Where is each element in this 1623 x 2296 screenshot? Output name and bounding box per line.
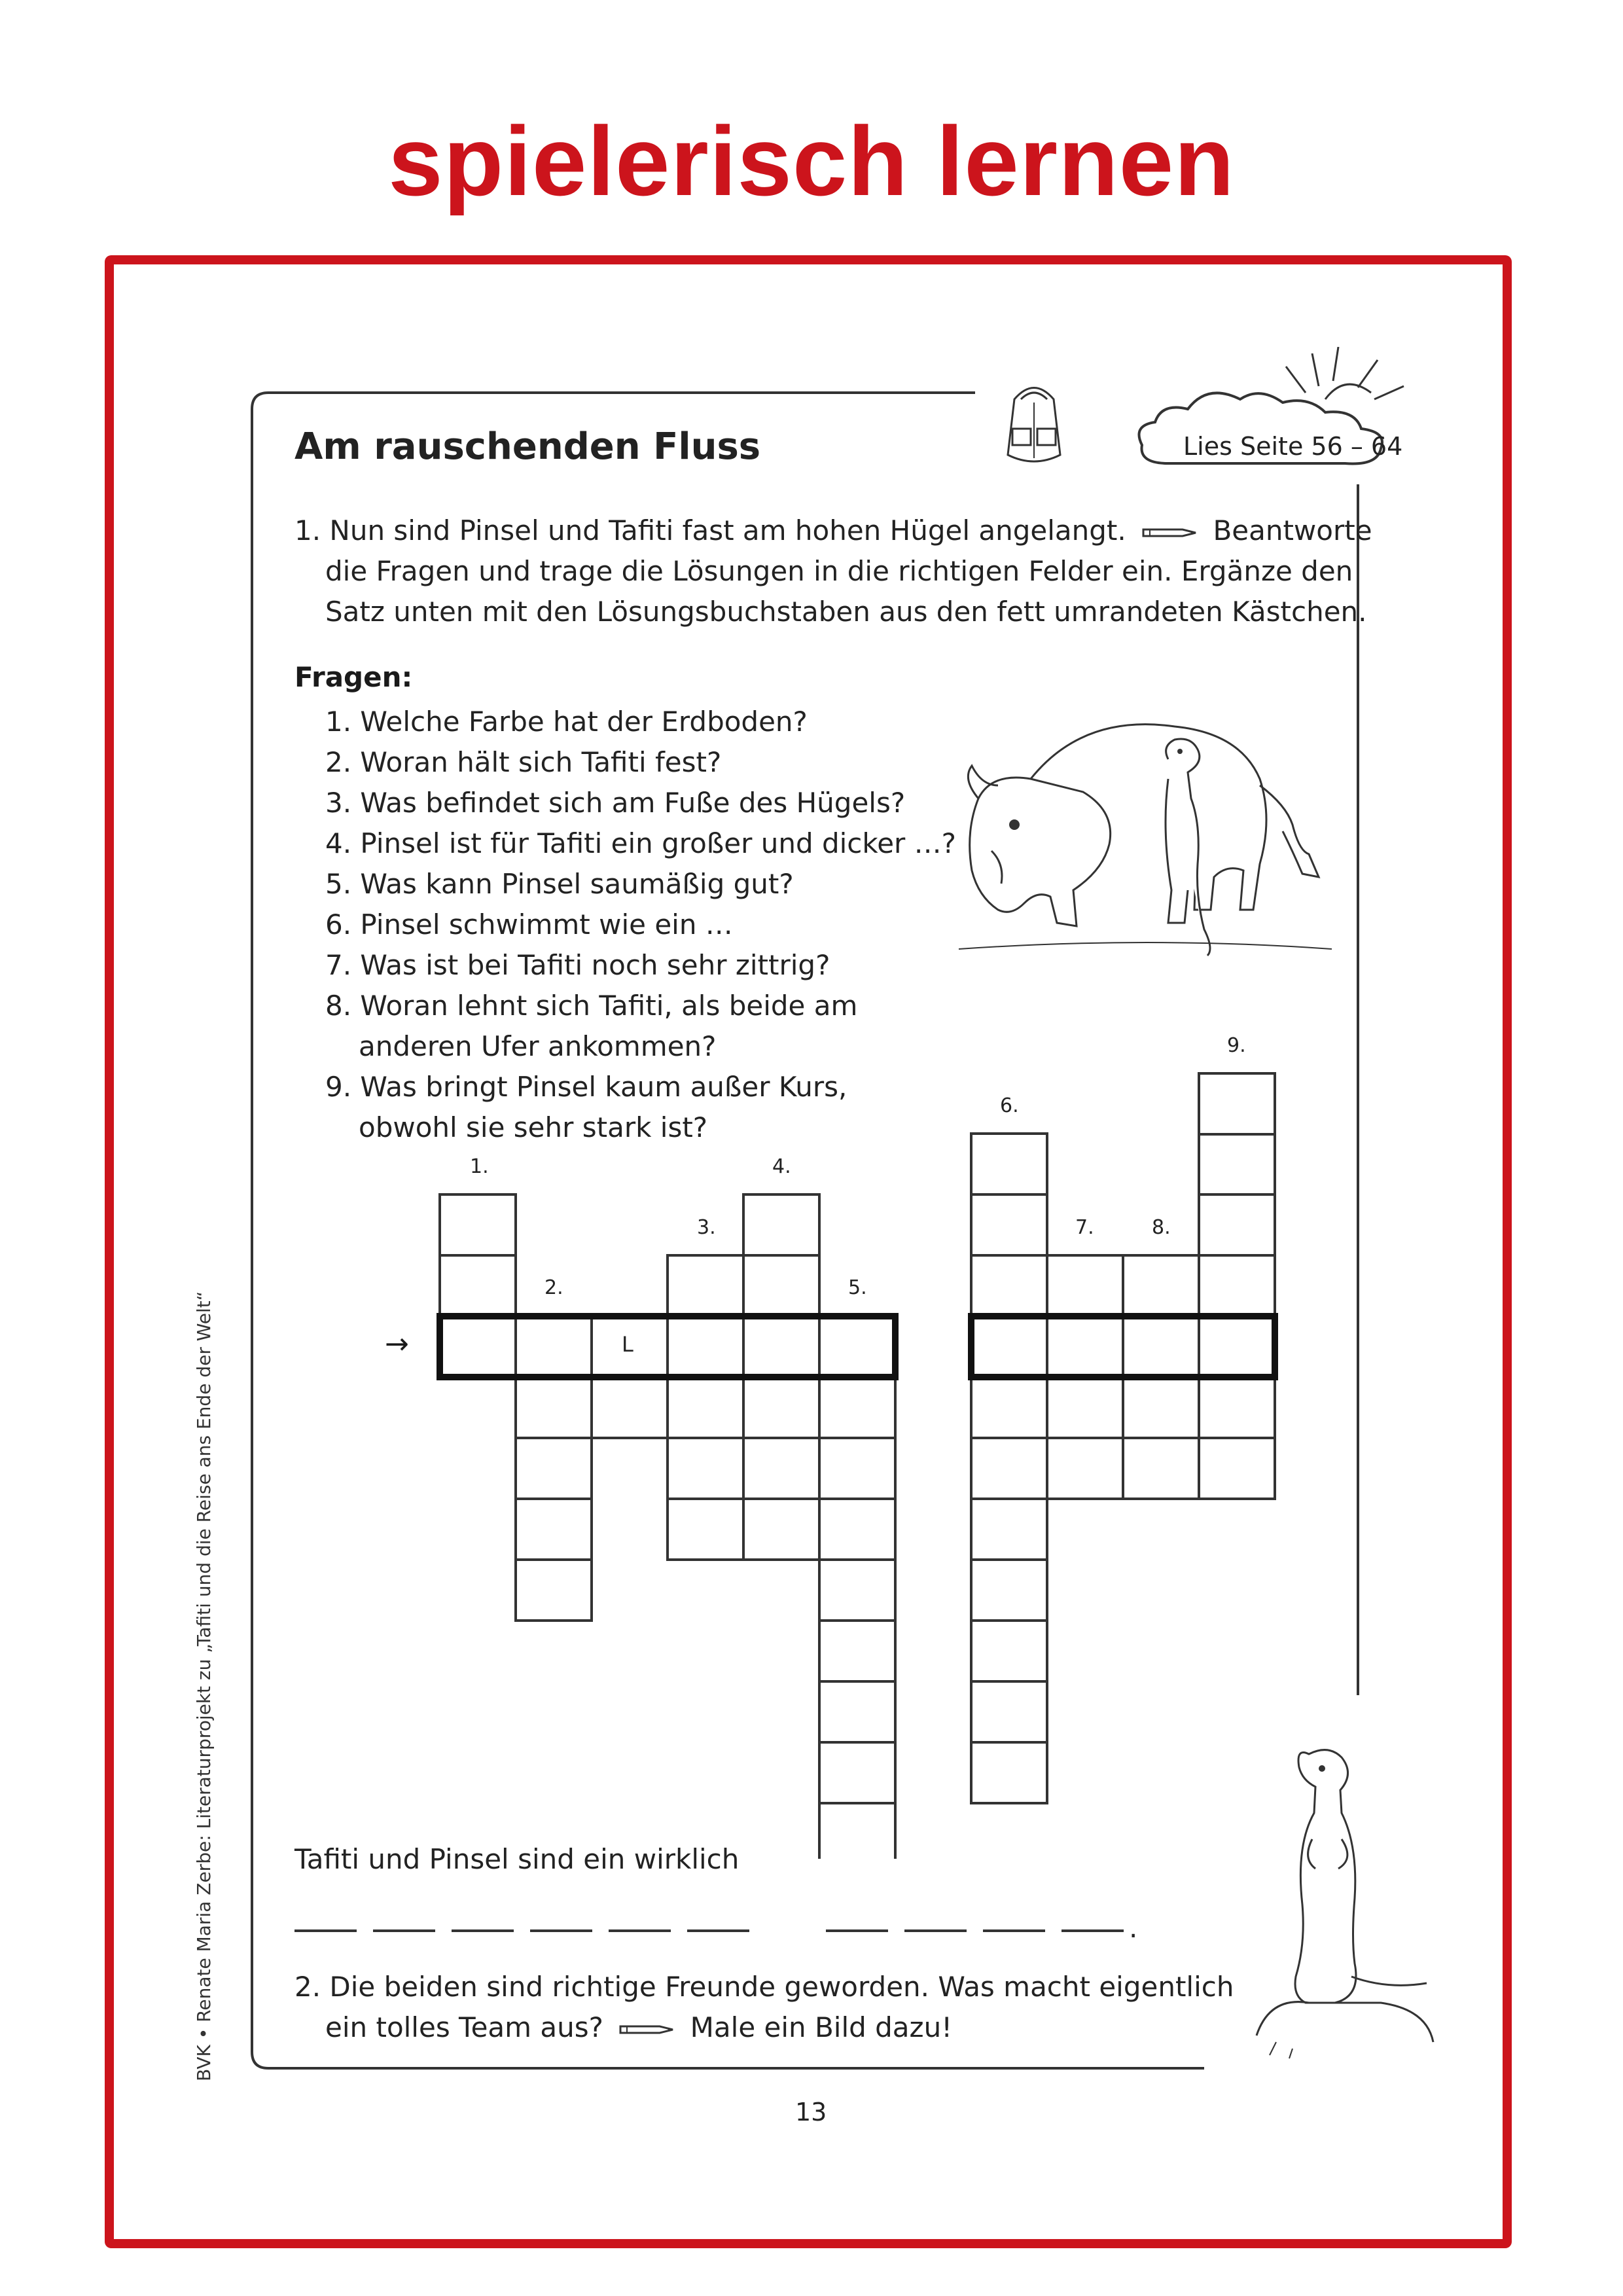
warthog-meerkat-illustration	[952, 700, 1345, 969]
solution-sentence: Tafiti und Pinsel sind ein wirklich	[294, 1843, 740, 1875]
question-8: 8. Woran lehnt sich Tafiti, als beide am	[325, 990, 858, 1022]
question-1: 1. Welche Farbe hat der Erdboden?	[325, 706, 808, 738]
task2-line2-a: ein tolles Team aus?	[325, 2011, 603, 2043]
sentence-period: .	[1129, 1912, 1138, 1944]
questions-heading: Fragen:	[294, 661, 413, 693]
crossword-cells	[440, 1073, 1275, 1859]
question-7: 7. Was ist bei Tafiti noch sehr zittrig?	[325, 949, 830, 981]
crossword-grid	[366, 1047, 1309, 1859]
meerkat-illustration	[1230, 1728, 1453, 2068]
pencil-icon	[617, 2020, 676, 2039]
answer-blanks	[294, 1924, 1145, 1937]
page-number: 13	[795, 2098, 827, 2126]
backpack-icon	[998, 373, 1070, 471]
clue-number-3: 3.	[697, 1216, 716, 1239]
page-reference: Lies Seite 56 – 64	[1183, 432, 1403, 461]
question-9: 9. Was bringt Pinsel kaum außer Kurs,	[325, 1071, 847, 1103]
question-2: 2. Woran hält sich Tafiti fest?	[325, 746, 722, 778]
banner-title: spielerisch lernen	[388, 106, 1235, 216]
task1-line3: Satz unten mit den Lösungsbuchstaben aus den fett umrandeten Kästchen.	[325, 596, 1367, 628]
clue-number-1: 1.	[470, 1155, 489, 1178]
task1-line1	[294, 511, 1372, 551]
question-5: 5. Was kann Pinsel saumäßig gut?	[325, 868, 794, 900]
question-4: 4. Pinsel ist für Tafiti ein großer und dicker …?	[325, 827, 956, 859]
clue-number-4: 4.	[772, 1155, 791, 1178]
task1-line1-a: 1. Nun sind Pinsel und Tafiti fast am hohen Hügel angelangt.	[294, 514, 1126, 547]
given-letter: L	[622, 1332, 633, 1357]
clue-number-5: 5.	[848, 1276, 867, 1299]
question-9-cont: obwohl sie sehr stark ist?	[359, 1111, 708, 1143]
clue-number-8: 8.	[1152, 1216, 1171, 1239]
pencil-icon	[1140, 523, 1199, 543]
task1-line2: die Fragen und trage die Lösungen in die richtigen Felder ein. Ergänze den	[325, 555, 1353, 587]
clue-number-7: 7.	[1075, 1216, 1094, 1239]
question-8-cont: anderen Ufer ankommen?	[359, 1030, 717, 1062]
clue-number-6: 6.	[1000, 1094, 1019, 1117]
side-note: BVK • Renate Maria Zerbe: Literaturprojekt zu „Tafiti und die Reise ans Ende der Welt“	[193, 1291, 215, 2081]
clue-number-2: 2.	[544, 1276, 563, 1299]
solution-arrow: →	[385, 1327, 409, 1361]
clue-number-9: 9.	[1227, 1034, 1246, 1057]
task1-line1-b: Beantworte	[1213, 514, 1372, 547]
question-3: 3. Was befindet sich am Fuße des Hügels?	[325, 787, 906, 819]
worksheet-title: Am rauschenden Fluss	[294, 425, 761, 468]
question-6: 6. Pinsel schwimmt wie ein …	[325, 908, 733, 941]
task2-line2	[325, 2007, 952, 2048]
task2-line1: 2. Die beiden sind richtige Freunde geworden. Was macht eigentlich	[294, 1971, 1234, 2003]
task2-line2-b: Male ein Bild dazu!	[690, 2011, 953, 2043]
